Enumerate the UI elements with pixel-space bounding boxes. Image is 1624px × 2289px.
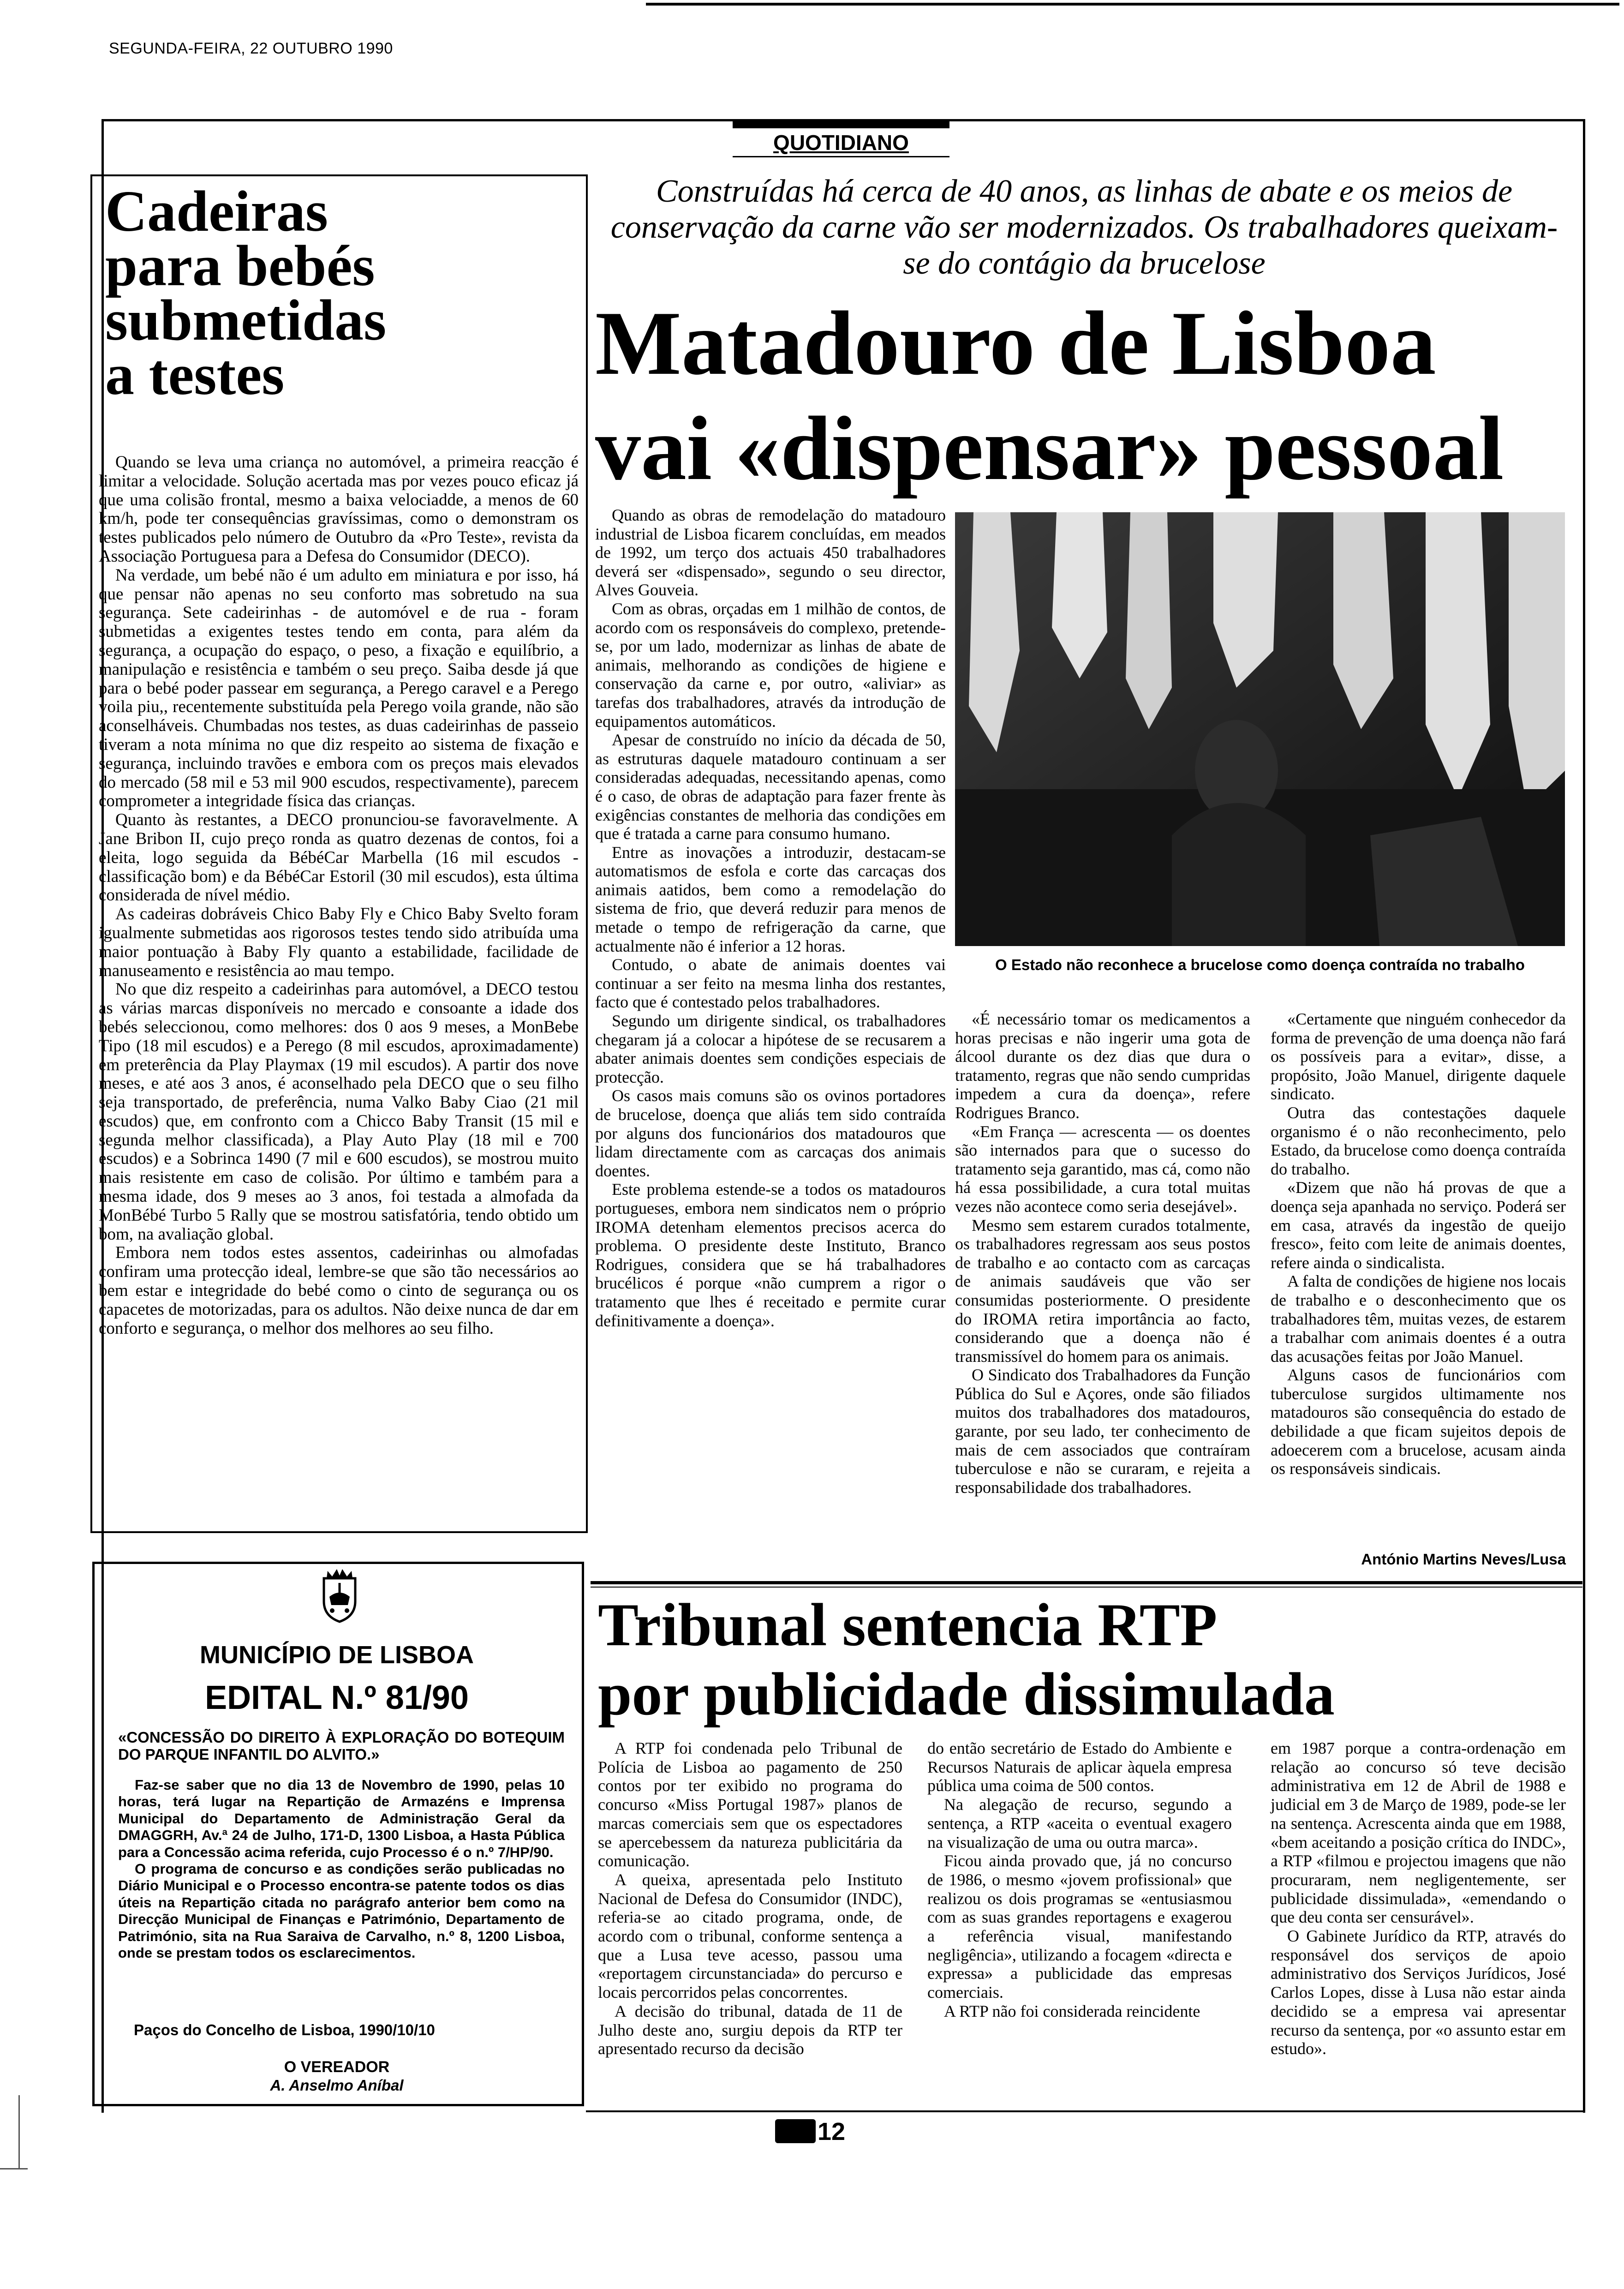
edital-paragraph: Faz-se saber que no dia 13 de Novembro de 1990, pelas 10 horas, terá lugar na Repartição de Armazéns e Imprensa Municipal do Departamento de Administração Geral da DMAGGRH, Av.ª 24 de Julho, 171-D, 1300 Lisboa, a Hasta Pública para a Concessão acima referida, cujo Processo é o n.º 7/HP/90. [118,1777,565,1860]
section-label: QUOTIDIANO [773,131,909,155]
matadouro-paragraph: Contudo, o abate de animais doentes vai continuar a ser feito na mesma linha dos restantes, facto que é contestado pelos trabalhadores. [595,955,946,1012]
cadeiras-paragraph: No que diz respeito a cadeirinhas para automóvel, a DECO testou as várias marcas disponíveis no mercado e consoante a idade dos bebés seleccionou, como melhores: dos 0 aos 9 meses, a MonBebe Tipo (18 mil escudos) e a Perego (8 mil escudos, aproximadamente) em preterência da Play Playmax (19 mil escudos). A partir dos nove meses, e até aos 3 anos, é aconselhado pela DECO que o seu filho seja transportado, de preferência, numa Valko Baby Ciao (21 mil escudos) que, em confronto com a Chicco Baby Transit (15 mil e segunda melhor classificada), a Play Auto Play (18 mil e 700 escudos) e a Sobrinca 1490 (7 mil e 600 escudos), se mostrou muito mais resistente em caso de colisão. Por último e também para a mesma idade, dos 9 meses ao 3 anos, foi testada a almofada da MonBébé Turbo 5 Rally que se mostrou satisfatória, tendo obtido um bom, na avaliação global. [99,980,579,1244]
page-number: 12 [818,2118,846,2145]
cadeiras-title [105,180,571,407]
cadeiras-title-line: Cadeiras [105,180,328,244]
rtp-paragraph: O Gabinete Jurídico da RTP, através do responsável dos serviços de apoio administrativo dos Serviços Jurídicos, José Carlos Lopes, disse à Lusa não estar ainda decidido se a empresa vai apresentar recurso da sentença, por «o assunto estar em estudo». [1271,1927,1566,2058]
matadouro-paragraph: Este problema estende-se a todos os matadouros portugueses, embora nem sindicatos nem o próprio IROMA detenham elementos precisos acerca do problema. O presidente deste Instituto, Branco Rodrigues, considera que se há trabalhadores brucélicos é porque «não cumprem a rigor o tratamento que lhes é receitado e permite curar definitivamente a doença». [595,1180,946,1330]
edital-subject: «CONCESSÃO DO DIREITO À EXPLORAÇÃO DO BOTEQUIM DO PARQUE INFANTIL DO ALVITO.» [118,1729,565,1763]
matadouro-col3 [1271,1010,1566,1478]
matadouro-paragraph: Alguns casos de funcionários com tuberculose surgidos ultimamente nos matadouros são consequência do estado de debilidade a que ficam sujeitos depois de adoecerem com a brucelose, acusam ainda os responsáveis sindicais. [1271,1366,1566,1478]
matadouro-paragraph: «Certamente que ninguém conhecedor da forma de prevenção de uma doença não fará os possíveis para a evitar», disse, a propósito, João Manuel, dirigente daquele sindicato. [1271,1010,1566,1103]
section-underline [733,156,949,157]
edital-paragraph: O programa de concurso e as condições serão publicadas no Diário Municipal e o Processo encontra-se patente todos os dias úteis na Repartição citada no parágrafo anterior bem como na Direcção Municipal de Finanças e Património, Departamento de Património, sita na Rua Saraiva de Carvalho, n.º 8, 1200 Lisboa, onde se prestam todos os esclarecimentos. [118,1861,565,1961]
matadouro-headline-line: Matadouro de Lisboa [595,293,1436,394]
edital-place-date: Paços do Concelho de Lisboa, 1990/10/10 [134,2021,435,2038]
cadeiras-title-line: submetidas [105,288,387,353]
rtp-paragraph: A queixa, apresentada pelo Instituto Nacional de Defesa do Consumidor (INDC), referia-se ao citado programa, onde, de acordo com o tribunal, conforme sentença a que a Lusa teve acesso, passou uma «reportagem circunstanciada» do percurso e locais percorridos pelas concorrentes. [598,1870,902,2002]
rtp-headline-line: Tribunal sentencia RTP [598,1591,1218,1659]
rtp-col3 [1271,1739,1566,2058]
top-rule [646,3,1619,6]
cadeiras-paragraph: Na verdade, um bebé não é um adulto em miniatura e por isso, há que pensar não apenas no seu conforto mas sobretudo na sua segurança. Sete cadeirinhas - de automóvel e de rua - foram submetidas a exigentes testes tendo em conta, para além da segurança, a ocupação do espaço, o peso, a fixação e equilíbrio, a manipulação e resistência e também o seu preço. Saiba desde já que para o bebé poder passear em segurança, a Perego caravel e a Perego voila piu,, recentemente substituída pela Perego voila grande, não são aconselháveis. Chumbadas nos testes, as duas cadeirinhas de passeio tiveram a nota mínima no que diz respeito ao sistema de fixação e segurança, incluindo travões e embora com os preços mais elevados do mercado (58 mil e 53 mil 900 escudos, respectivamente), parecem comprometer a integridade física das crianças. [99,565,579,811]
frame-bottom [586,2110,1585,2112]
crop-mark [0,2168,28,2169]
matadouro-paragraph: Entre as inovações a introduzir, destacam-se automatismos de esfola e corte das carcaças dos animais aatidos, bem como a remodelação do sistema de frio, que deverá reduzir para menos de metade o tempo de refrigeração da carne, que actualmente não é inferior a 12 horas. [595,843,946,955]
slaughterhouse-photo [955,512,1565,946]
rtp-paragraph: A decisão do tribunal, datada de 11 de Julho deste ano, surgiu depois da RTP ter apresentado recurso da decisão [598,2001,902,2058]
rtp-col2 [927,1739,1232,2021]
section-bar [733,121,949,128]
rtp-headline [598,1590,1581,1729]
rtp-paragraph: Na alegação de recurso, segundo a sentença, a RTP «aceita o eventual exagero na visualização de uma ou outra marca». [927,1795,1232,1852]
coat-of-arms-icon [314,1564,365,1624]
matadouro-paragraph: Com as obras, orçadas em 1 milhão de contos, de acordo com os responsáveis do complexo, pretende-se, por um lado, modernizar as linhas de abate de animais, melhorando as condições de higiene e conservação da carne e, por outro, «aliviar» as tarefas dos trabalhadores, através da introdução de equipamentos automáticos. [595,599,946,731]
matadouro-paragraph: Mesmo sem estarem curados totalmente, os trabalhadores regressam aos seus postos de trabalho e ao contacto com as carcaças de animais saudáveis que vão ser consumidas posteriormente. O presidente do IROMA retira importância ao facto, considerando que a doença não é transmissível do homem para os animais. [955,1216,1250,1366]
rtp-paragraph: A RTP foi condenada pelo Tribunal de Polícia de Lisboa ao pagamento de 250 contos por ter exibido no programa do concurso «Miss Portugal 1987» planos de marcas comerciais sem que os espectadores se apercebessem da natureza publicitária da comunicação. [598,1739,902,1870]
rtp-paragraph: Ficou ainda provado que, já no concurso de 1986, o mesmo «jovem profissional» que realizou os dois programas se «entusiasmou com as suas grandes reportagens e exagerou a referência visual, manifestando negligência», utilizando a focagem «directa e expressa» a publicidade das empresas comerciais. [927,1852,1232,2002]
matadouro-byline: António Martins Neves/Lusa [1361,1551,1566,1568]
edital-body [118,1777,565,1961]
matadouro-headline [595,291,1582,501]
matadouro-paragraph: Outra das contestações daquele organismo é o não reconhecimento, pelo Estado, da brucelose como doença contraída do trabalho. [1271,1103,1566,1178]
matadouro-paragraph: «Em França — acrescenta — os doentes são internados para que o sucesso do tratamento seja garantido, mas cá, como não há essa possibilidade, a cura total muitas vezes não acontece como seria desejável». [955,1122,1250,1216]
cadeiras-paragraph: Quando se leva uma criança no automóvel, a primeira reacção é limitar a velocidade. Solução acertada mas por vezes pouco eficaz já que uma colisão frontal, mesmo a baixa velociadde, a menos de 60 km/h, pode ter consequências gravíssimas, como o demonstram os testes publicados pelo número de Outubro da «Pro Teste», revista da Associação Portuguesa para a Defesa do Consumidor (DECO). [99,453,579,566]
matadouro-paragraph: Apesar de construído no início da década de 50, as estruturas daquele matadouro continuam a ser consideradas adequadas, necessitando apenas, como é o caso, de obras de adaptação para fazer frente às exigências constantes de melhoria das condições em que é tratada a carne para consumo humano. [595,731,946,843]
matadouro-col1 [595,506,946,1330]
edital-number: EDITAL N.º 81/90 [205,1679,469,1716]
edital-signer-title: O VEREADOR [284,2058,390,2076]
newspaper-logo-icon [775,2119,816,2143]
matadouro-headline-line: vai «dispensar» pessoal [595,398,1504,499]
cadeiras-paragraph: As cadeiras dobráveis Chico Baby Fly e Chico Baby Svelto foram igualmente submetidas aos rigorosos testes tendo sido atribuída uma maior pontuação à Baby Fly quanto a estabilidade, facilidade de manuseamento e resistência ao mau tempo. [99,905,579,980]
matadouro-col2 [955,1010,1250,1497]
matadouro-deck: Construídas há cerca de 40 anos, as linhas de abate e os meios de conservação da carne vão ser modernizados. Os trabalhadores queixam-se do contágio da brucelose [610,174,1558,281]
matadouro-paragraph: «É necessário tomar os medicamentos a horas precisas e não ingerir uma gota de álcool durante os dez dias que dura o tratamento, regras que não sendo cumpridas impedem a cura da doença», refere Rodrigues Branco. [955,1010,1250,1122]
cadeiras-body [99,453,579,1338]
matadouro-paragraph: Quando as obras de remodelação do matadouro industrial de Lisboa ficarem concluídas, em meados de 1992, um terço dos actuais 450 trabalhadores deverá ser «dispensado», segundo o seu director, Alves Gouveia. [595,506,946,599]
edital-title: MUNICÍPIO DE LISBOA [199,1641,474,1669]
matadouro-paragraph: O Sindicato dos Trabalhadores da Função Pública do Sul e Açores, onde são filiados muitos dos trabalhadores dos matadouros, garante, por seu lado, ter conhecimento de mais de cem associados que contraíram tuberculose e não se curaram, e rejeita a responsabilidade dos trabalhadores. [955,1366,1250,1497]
cadeiras-title-line: para bebés [105,234,375,298]
rtp-headline-line: por publicidade dissimulada [598,1660,1335,1728]
page-date: SEGUNDA-FEIRA, 22 OUTUBRO 1990 [109,40,393,57]
matadouro-paragraph: Os casos mais comuns são os ovinos portadores de brucelose, doença que aliás tem sido contraída por alguns dos funcionários dos matadouros que lidam directamente com as carcaças dos animais doentes. [595,1086,946,1180]
cadeiras-paragraph: Embora nem todos estes assentos, cadeirinhas ou almofadas confiram uma protecção ideal, lembre-se que são tão necessários ao bem estar e integridade do bebé como o cinto de segurança ou os capacetes de motorizadas, para os adultos. Não deixe nunca de dar em conforto e segurança, o melhor dos melhores ao seu filho. [99,1243,579,1338]
crop-mark [18,2095,20,2169]
matadouro-paragraph: Segundo um dirigente sindical, os trabalhadores chegaram já a colocar a hipótese de se recusarem a abater animais doentes sem condições especiais de protecção. [595,1012,946,1086]
rtp-paragraph: em 1987 porque a contra-ordenação em relação ao concurso só teve decisão administrativa em 12 de Abril de 1988 e judicial em 3 de Março de 1989, pode-se ler na sentença. Acrescenta ainda que em 1988, «bem aceitando a posição crítica do INDC», a RTP «filmou e projectou imagens que não procuraram, nem negligentemente, ser publicidade dissimulada», «emendando o que deu conta ser censurável». [1271,1739,1566,1927]
rtp-paragraph: A RTP não foi considerada reincidente [944,2001,1200,2020]
cadeiras-paragraph: Quanto às restantes, a DECO pronunciou-se favoravelmente. A Jane Bribon II, cujo preço ronda as quatro dezenas de contos, foi a eleita, logo seguida da BébéCar Marbella (16 mil escudos - classificação bom) e da BébéCar Estoril (30 mil escudos), esta última considerada de nível médio. [99,810,579,905]
rtp-paragraph: do então secretário de Estado do Ambiente e Recursos Naturais de aplicar àquela empresa pública uma coima de 500 contos. [927,1739,1232,1795]
edital-signer-name: A. Anselmo Aníbal [270,2077,404,2094]
cadeiras-title-line: a testes [105,343,285,407]
rtp-col1 [598,1739,902,2058]
matadouro-paragraph: «Dizem que não há provas de que a doença seja apanhada no serviço. Poderá ser em casa, através da ingestão de queijo fresco», feito com leite de animais doentes, refere ainda o sindicalista. [1271,1178,1566,1272]
photo-caption: O Estado não reconhece a brucelose como doença contraída no trabalho [995,956,1525,973]
article-divider-thin [591,1587,1582,1588]
matadouro-paragraph: A falta de condições de higiene nos locais de trabalho e o desconhecimento que os trabalhadores têm, muitas vezes, de estarem a trabalhar com animais doentes é a outra das acusações feitas por João Manuel. [1271,1272,1566,1366]
frame-right [1583,119,1585,2113]
article-divider [591,1581,1582,1584]
